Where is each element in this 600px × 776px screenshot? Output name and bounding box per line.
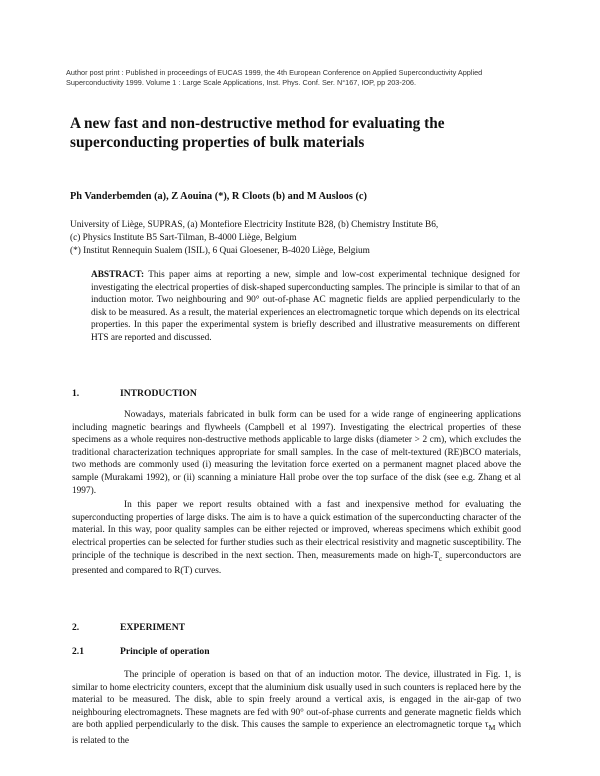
paragraph-text: superconductors are presented and compared to R(T) curves. [72, 550, 521, 576]
paragraph-text: In this paper we report results obtained with a fast and inexpensive method for evaluating the superconducting properties of large disks. The aim is to have a quick estimation of the superconducting character of the material. In this way, poor quality samples can be either rejected or improved, whereas specimens which exhibit good electrical properties can be selected for further studies such as their electrical resistivity and magnetic susceptibility. The principle of the technique is described in the next section. Then, measurements made on high-T [72, 500, 521, 561]
section-heading-experiment [72, 622, 185, 633]
affiliation-line: University of Liège, SUPRAS, (a) Montefiore Electricity Institute B28, (b) Chemistry Institute B6, [70, 220, 439, 230]
section-number: 2.1 [72, 646, 84, 657]
section-number: 1. [72, 388, 80, 399]
author-list: Ph Vanderbemden (a), Z Aouina (*), R Cloots (b) and M Ausloos (c) [70, 191, 367, 202]
abstract-text: This paper aims at reporting a new, simple and low-cost experimental technique designed for investigating the electrical properties of disk-shaped superconducting samples. The principle is similar to that of an induction motor. Two neighbouring and 90° out-of-phase AC magnetic fields are applied perpendicularly to the disk to be measured. As a result, the material experiences an electromagnetic torque which depends on its electrical properties. In this paper the experimental system is briefly described and illustrative measurements on different HTS are reported and discussed. [91, 270, 520, 343]
abstract [91, 269, 520, 344]
subscript: c [438, 553, 443, 563]
paragraph [72, 499, 521, 577]
section-number: 2. [72, 622, 80, 633]
paragraph [72, 669, 521, 747]
introduction-body [72, 409, 521, 578]
subscript: M [488, 723, 496, 733]
principle-body [72, 669, 521, 747]
section-title: EXPERIMENT [120, 622, 186, 633]
paragraph-text: The principle of operation is based on that of an induction motor. The device, illustrated in Fig. 1, is similar to home electricity counters, except that the aluminium disk usually used in such counters is replaced here by the material to be measured. The disk, able to spin freely around a vertical axis, is engaged in the air-gap of two neighbouring electromagnets. These magnets are fed with 90° out-of-phase currents and generate magnetic fields which are both applied perpendicularly to the disk. This causes the sample to experience an electromagnetic torque τ [72, 670, 521, 731]
section-title: INTRODUCTION [120, 388, 197, 399]
subsection-heading-principle [72, 646, 210, 657]
affiliation-line: (*) Institut Rennequin Sualem (ISIL), 6 Quai Gloesener, B-4020 Liège, Belgium [70, 245, 370, 256]
section-heading-introduction [72, 388, 197, 399]
paper-title: A new fast and non-destructive method for evaluating the superconducting properties of bulk materials [70, 115, 445, 151]
affiliations [70, 219, 540, 257]
paragraph: Nowadays, materials fabricated in bulk form can be used for a wide range of engineering applications including magnetic bearings and flywheels (Campbell et al 1997). Investigating the electrical properties of these specimens as a whole requires non-destructive methods applicable to large disks (diameter > 2 cm), which excludes the traditional characterization techniques appropriate for small samples. In the case of melt-textured (RE)BCO materials, two methods are commonly used (i) measuring the levitation force exerted on a permanent magnet placed above the sample (Murakami 1992), or (ii) scanning a miniature Hall probe over the top surface of the disk (see e.g. Zhang et al 1997). [72, 410, 521, 496]
affiliation-line: (c) Physics Institute B5 Sart-Tilman, B-4000 Liège, Belgium [70, 232, 297, 243]
publication-note: Author post print : Published in proceedings of EUCAS 1999, the 4th European Conference on Applied Superconductivity Applied Superconductivity 1999. Volume 1 : Large Scale Applications, Inst. Phys. Conf. Ser. N°167, IOP, pp 203-206. [66, 68, 483, 87]
paragraph-text: which is related to the [72, 720, 521, 746]
abstract-label: ABSTRACT: [91, 270, 145, 280]
section-title: Principle of operation [120, 646, 210, 657]
